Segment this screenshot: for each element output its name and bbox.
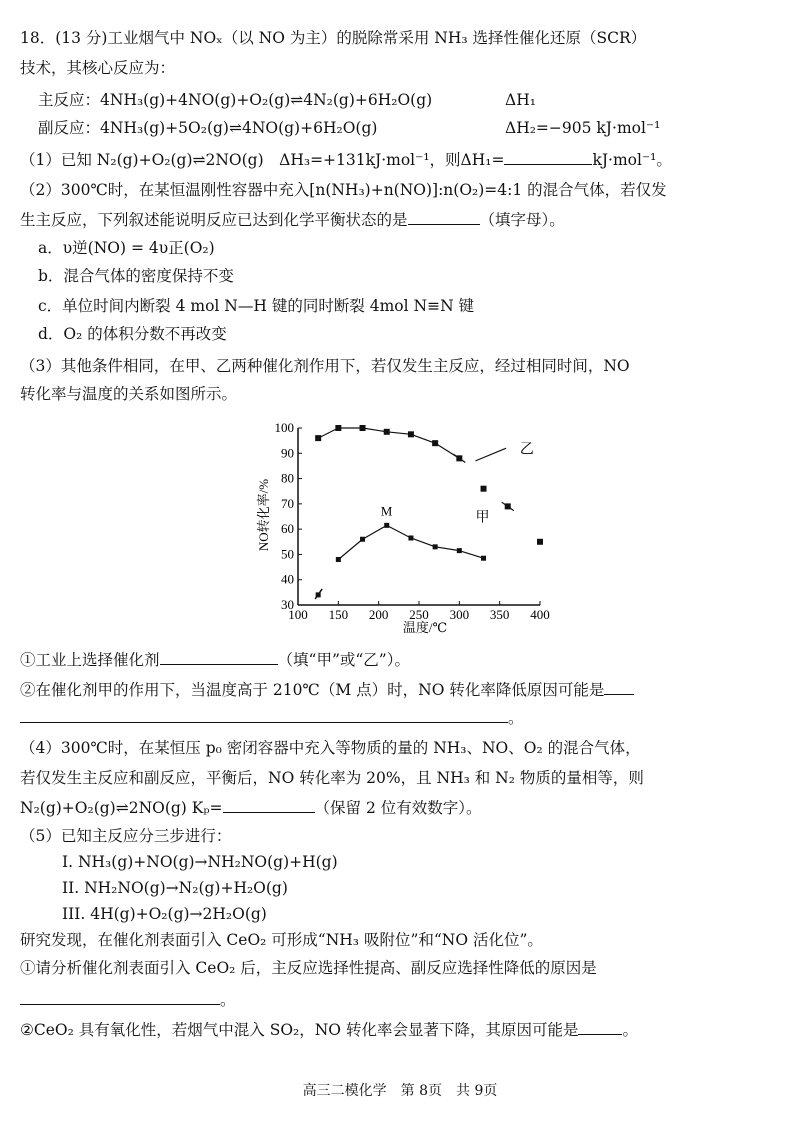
part2-line2 bbox=[20, 208, 565, 230]
chart-axes bbox=[275, 420, 550, 622]
series-yi-point bbox=[456, 455, 462, 461]
part2-line1: （2）300℃时，在某恒温刚性容器中充入[n(NH₃)+n(NO)]:n(O₂)=4:1 的混合气体，若仅发 bbox=[20, 181, 667, 199]
series-yi-point bbox=[315, 435, 321, 441]
y-tick-label: 100 bbox=[274, 420, 294, 435]
answer-blank-catalyst[interactable] bbox=[160, 648, 278, 665]
answer-blank-part2[interactable] bbox=[408, 208, 480, 225]
x-tick-label: 100 bbox=[288, 607, 308, 622]
y-tick-label: 50 bbox=[281, 546, 294, 562]
chart-y-label: NO转化率/% bbox=[256, 478, 271, 552]
option-b: b．混合气体的密度保持不变 bbox=[38, 267, 234, 285]
series-jia-line bbox=[387, 525, 411, 538]
series-jia-point bbox=[433, 544, 438, 549]
q18-intro-line1: 18．(13 分)工业烟气中 NOₓ（以 NO 为主）的脱除常采用 NH₃ 选择性催化还原（SCR） bbox=[20, 29, 647, 47]
answer-blank-so2[interactable] bbox=[578, 1018, 622, 1035]
step-2: II. NH₂NO(g)→N₂(g)+H₂O(g) bbox=[62, 879, 288, 897]
no-conversion-chart bbox=[240, 410, 570, 640]
series-jia-point bbox=[360, 537, 365, 542]
part5-q2-text: ②CeO₂ 具有氧化性，若烟气中混入 SO₂，NO 转化率会显著下降，其原因可能是 bbox=[20, 1021, 579, 1039]
part2-hint: （填字母）。 bbox=[479, 211, 565, 229]
part4-line1: （4）300℃时，在某恒压 p₀ 密闭容器中充入等物质的量的 NH₃、NO、O₂ 的混合气体， bbox=[20, 739, 641, 757]
part5-q1-end: 。 bbox=[220, 991, 236, 1009]
chart-x-label: 温度/℃ bbox=[402, 620, 448, 635]
point-m-label: M bbox=[380, 503, 393, 519]
main-reaction-equation: 4NH₃(g)+4NO(g)+O₂(g)⇌4N₂(g)+6H₂O(g) bbox=[100, 91, 433, 109]
series-yi-point bbox=[408, 431, 414, 437]
part3-q2 bbox=[20, 678, 634, 700]
series-yi-line bbox=[363, 428, 387, 432]
part3-q2-cont bbox=[20, 706, 524, 728]
series-yi-line bbox=[318, 428, 338, 438]
main-reaction-row bbox=[38, 90, 432, 110]
answer-blank-kp[interactable] bbox=[223, 796, 315, 813]
side-reaction-equation: 4NH₃(g)+5O₂(g)⇌4NO(g)+6H₂O(g) bbox=[100, 119, 378, 137]
part2-text: 生主反应，下列叙述能说明反应已达到化学平衡状态的是 bbox=[20, 211, 408, 229]
part1-text: （1）已知 N₂(g)+O₂(g)⇌2NO(g) ΔH₃=+131kJ·mol⁻¹，则ΔH₁= bbox=[20, 151, 505, 169]
x-tick-label: 150 bbox=[328, 607, 349, 622]
side-reaction-row bbox=[38, 118, 377, 138]
series-yi-line bbox=[387, 432, 411, 435]
q18-intro-line2: 技术，其核心反应为： bbox=[20, 59, 176, 77]
series-yi-point bbox=[384, 429, 390, 435]
part5-q2 bbox=[20, 1018, 638, 1040]
step-1: I. NH₃(g)+NO(g)→NH₂NO(g)+H(g) bbox=[62, 853, 338, 871]
part4-hint: （保留 2 位有效数字）。 bbox=[314, 799, 482, 817]
series-yi-point bbox=[481, 486, 487, 492]
part3-q1 bbox=[20, 648, 410, 670]
part5-line2: 研究发现，在催化剂表面引入 CeO₂ 可形成“NH₃ 吸附位”和“NO 活化位”。 bbox=[20, 931, 543, 949]
option-a: a．υ逆(NO) = 4υ正(O₂) bbox=[38, 239, 215, 257]
x-tick-label: 300 bbox=[449, 607, 470, 622]
step-3: III. 4H(g)+O₂(g)→2H₂O(g) bbox=[62, 905, 267, 923]
answer-blank-selectivity[interactable] bbox=[20, 988, 220, 1005]
part4-kp-text: N₂(g)+O₂(g)⇌2NO(g) Kₚ= bbox=[20, 799, 223, 817]
x-tick-label: 250 bbox=[409, 607, 429, 622]
series-yi-line bbox=[411, 434, 435, 443]
option-d: d．O₂ 的体积分数不再改变 bbox=[38, 325, 227, 343]
series-yi-label: 乙 bbox=[519, 442, 534, 458]
part3-q1-text: ①工业上选择催化剂 bbox=[20, 651, 160, 669]
series-jia-point bbox=[408, 535, 413, 540]
series-jia-line bbox=[459, 551, 483, 559]
series-jia-point bbox=[384, 523, 389, 528]
part5-line1: （5）已知主反应分三步进行： bbox=[20, 827, 232, 845]
page-footer: 高三二模化学 第 8页 共 9页 bbox=[302, 1083, 498, 1099]
chart-marks bbox=[315, 425, 543, 599]
part3-q2-end: 。 bbox=[508, 709, 524, 727]
y-tick-label: 30 bbox=[281, 597, 294, 612]
y-tick-label: 40 bbox=[281, 571, 294, 587]
series-jia-line bbox=[435, 547, 459, 551]
part3-q2-text: ②在催化剂甲的作用下，当温度高于 210℃（M 点）时，NO 转化率降低原因可能是 bbox=[20, 681, 605, 699]
series-jia-label: 甲 bbox=[475, 510, 490, 526]
y-tick-label: 90 bbox=[281, 445, 294, 461]
y-tick-label: 80 bbox=[281, 470, 294, 486]
series-yi-point bbox=[335, 425, 341, 431]
series-yi-point bbox=[537, 539, 543, 545]
series-jia-point bbox=[457, 548, 462, 553]
part3-line1: （3）其他条件相同，在甲、乙两种催化剂作用下，若仅发生主反应，经过相同时间，NO bbox=[20, 357, 630, 375]
main-reaction-label: 主反应： bbox=[38, 91, 101, 109]
answer-blank-reason-a[interactable] bbox=[604, 678, 634, 695]
series-jia-point bbox=[336, 557, 341, 562]
series-yi-leader bbox=[475, 448, 506, 461]
answer-blank-reason-b[interactable] bbox=[20, 706, 508, 723]
series-jia-line bbox=[411, 538, 435, 547]
side-reaction-dh: ΔH₂=−905 kJ·mol⁻¹ bbox=[505, 119, 661, 137]
x-tick-label: 350 bbox=[489, 607, 510, 622]
main-reaction-dh: ΔH₁ bbox=[505, 91, 536, 109]
part3-line2: 转化率与温度的关系如图所示。 bbox=[20, 385, 238, 403]
y-tick-label: 60 bbox=[281, 521, 294, 537]
option-c: c．单位时间内断裂 4 mol N—H 键的同时断裂 4mol N≡N 键 bbox=[38, 297, 475, 315]
part4-line2: 若仅发生主反应和副反应，平衡后，NO 转化率为 20%，且 NH₃ 和 N₂ 物质的量相等，则 bbox=[20, 769, 644, 787]
series-yi-point bbox=[505, 503, 511, 509]
series-yi-point bbox=[360, 425, 366, 431]
part1-question bbox=[20, 148, 672, 170]
series-jia-point bbox=[481, 556, 486, 561]
series-yi-point bbox=[432, 440, 438, 446]
x-tick-label: 400 bbox=[530, 607, 550, 622]
answer-blank-dh1[interactable] bbox=[504, 148, 592, 165]
series-jia-line bbox=[363, 525, 387, 539]
part1-unit: kJ·mol⁻¹。 bbox=[592, 151, 672, 169]
y-tick-label: 70 bbox=[281, 495, 294, 511]
part5-q1-cont bbox=[20, 988, 236, 1010]
x-tick-label: 200 bbox=[368, 607, 389, 622]
part4-line3 bbox=[20, 796, 482, 818]
part5-q2-end: 。 bbox=[622, 1021, 638, 1039]
part3-q1-hint: （填“甲”或“乙”）。 bbox=[277, 651, 410, 669]
side-reaction-label: 副反应： bbox=[38, 119, 101, 137]
part5-q1: ①请分析催化剂表面引入 CeO₂ 后，主反应选择性提高、副反应选择性降低的原因是 bbox=[20, 959, 597, 977]
series-jia-line bbox=[338, 539, 362, 559]
